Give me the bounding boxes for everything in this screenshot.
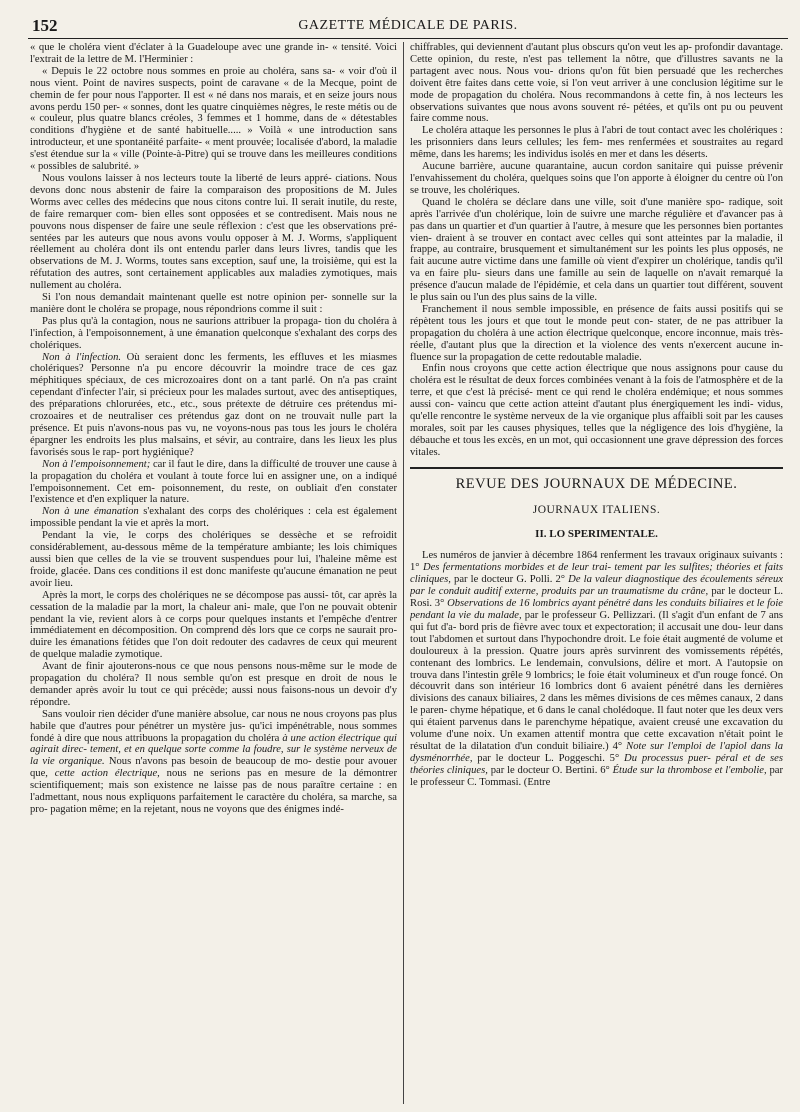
emphasis: De la valeur diagnostique des écoulements séreux par le conduit auditif externe, produits par un traumatisme du crâne,: [410, 574, 783, 598]
left-column: [30, 42, 397, 1104]
emphasis: Non à l'infection.: [42, 351, 122, 363]
emphasis: cette action électrique,: [54, 768, 160, 780]
emphasis: Non à une émanation: [42, 506, 139, 518]
paragraph: « que le choléra vient d'éclater à la Guadeloupe avec une grande in- « tensité. Voici l'extrait de la lettre de M. l'Herminier :: [30, 42, 397, 65]
emphasis: à une action électrique qui agirait direc- tement, et en quelque sorte comme la foudre, sur le système nerveux de la vie organique.: [30, 732, 397, 768]
paragraph-text: car il faut le dire, dans la difficulté de trouver une cause à la propagation du choléra et voulant à toute force lui en assigner une, on a indiqué l'empoisonnement. Cet em- poisonnement, du reste, on oubliait d'en constater l'existence et d'en expliquer la nature.: [30, 458, 397, 506]
paragraph-text: nous ne serions pas en mesure de la démontrer scientifiquement; mais son existence ne laisse pas de nous paraître certaine : en l'admettant, nous nous expliquons parfaitement le caractère du choléra, sa marche, sa pro- pagation même; en la rejetant, nous ne voyons que des énigmes indé-: [30, 768, 397, 815]
section-title: REVUE DES JOURNAUX DE MÉDECINE.: [455, 475, 738, 492]
paragraph: Le choléra attaque les personnes le plus à l'abri de tout contact avec les cholériques : les prisonniers dans leurs cellules; les fem- mes renfermées et soustraites au regard même, dans les harems; les individus isolés en mer et dans les déserts.: [410, 125, 783, 161]
paragraph: chiffrables, qui deviennent d'autant plus obscurs qu'on veut les ap- profondir davantage. Cette opinion, du reste, n'est pas tellement la nôtre, que d'illustres savants ne la partagent avec nous. Nous vou- drions qu'on fût bien persuadé que les recherches doivent être faites dans cette voie, si l'on veut arriver à une conclusion légitime sur le mode de propagation du choléra. Nous recommandons à cette fin, à nos lecteurs les observations suivantes que nous avons souvent ré- pétées, et qu'ils ont pu ou peuvent faire comme nous.: [410, 42, 783, 125]
emphasis: Non à l'empoisonnement;: [42, 458, 151, 470]
paragraph: [30, 506, 397, 530]
paragraph: [30, 352, 397, 459]
paragraph-text: Sans vouloir rien décider d'une manière absolue, car nous ne nous croyons pas plus habile que d'autres pour pénétrer un mystère jus- qu'ici impénétrable, nous sommes fondé à dire que nous attribuons la propagation du choléra: [30, 708, 397, 744]
paragraph: Nous voulons laisser à nos lecteurs toute la liberté de leurs appré- ciations. Nous devons donc nous abstenir de faire la comparaison des propositions de M. Jules Worms avec celles des médecins que nous citons contre lui. Il serait inutile, du reste, de faire remarquer com- bien elles sont opposées et se contredisent. Mais nous ne pouvons nous dispenser de faire une seule réflexion : c'est que les observations pré- sentées par les auteurs que nous avons voulu opposer à M. J. Worms, s'appliquent réellement au choléra dont ils ont entendu parler dans leurs livres, tandis que les observations de M. J. Worms, toutes sans exception, sauf une, la troisième, qui est la réfutation des autres, sont certainement applicables aux maladies zymotiques, mais nullement au choléra.: [30, 172, 397, 292]
paragraph: Pas plus qu'à la contagion, nous ne saurions attribuer la propaga- tion du choléra à l'infection, à l'empoisonnement, à une émanation quelconque s'exhalant des corps des cholériques.: [30, 315, 397, 351]
paragraph-text: par le docteur L. Rosi. 3°: [410, 586, 783, 610]
paragraph: Aucune barrière, aucune quarantaine, aucun cordon sanitaire qui puisse prévenir l'envahissement du choléra, quelques soins que l'on apporte à éloigner du centre où l'on se trouve, les cholériques.: [410, 161, 783, 196]
paragraph-text: par le docteur O. Bertini. 6°: [487, 764, 613, 776]
paragraph: [410, 550, 783, 788]
paragraph-text: par le professeur C. Tommasi. (Entre: [410, 764, 783, 788]
subsection-title: JOURNAUX ITALIENS.: [532, 503, 661, 516]
paragraph: Après la mort, le corps des cholériques ne se décompose pas aussi- tôt, car après la cessation de la maladie par la mort, la chaleur ani- male, que l'on ne pouvait obtenir pendant la vie, revient alors à ce corps pour quelques instants et l'empêche d'entrer immédiatement en décomposition. On comprend dès lors que ce corps ne saurait pro- duire les émanations fétides que l'on doit redouter des cadavres de ceux qui meurent de quelque maladie zymotique.: [30, 589, 397, 661]
paragraph-text: Les numéros de janvier à décembre 1864 renferment les travaux originaux suivants : 1°: [410, 550, 783, 574]
paragraph-text: par le docteur G. Polli. 2°: [450, 574, 569, 586]
paragraph-text: par le professeur G. Pellizzari. (Il s'agit d'un enfant de 7 ans qui fut d'a- bord pris de fièvre avec toux et expectoration; il accusait une dou- leur dans tout l'abdomen et surtout dans l'hypochondre droit. Le foie était augmenté de volume et douloureux à la pression. Quatre jours après survinrent des vomissements répétés, contenant des lombrics. Le lendemain, convulsions, délire et mort. A l'autopsie on trouva dans l'intestin grêle 9 lombrics; le foie était volumineux et d'un rouge foncé. On découvrit dans son intérieur 16 lombrics dont 6 avaient pénétré dans les dernières divisions des canaux biliaires, 2 dans les mêmes divisions de ces mêmes canaux, 2 dans le paren- chyme hépatique, et 6 dans le canal cholédoque. Il faut noter que les deux vers qui étaient parvenus dans le parenchyme hépatique, avaient creusé une excavation du volume d'une noix. Un examen attentif montra que cette excavation n'était point le résultat de la dilatation d'un conduit biliaire.) 4°: [410, 609, 783, 752]
quoted-letter: « Depuis le 22 octobre nous sommes en proie au choléra, sans sa- « voir d'où il nous vient. Point de navires suspects, point de caravane « de la Mecque, point de chemin de fer pour nous l'apporter. Il est « né dans nos marais, et en seize jours nous avons perdu 150 per- « sonnes, dont les quatre cinquièmes nègres, le reste métis ou de « couleur, plus quatre blancs créoles, 3 femmes et 1 homme, dans de « détestables conditions d'hygiène et de santé habituelle..... » Voilà « une introduction sans introducteur, et une spontanéité parfaite- « ment prouvée; localisée d'abord, la maladie s'est étendue sur la « ville (Pointe-à-Pitre) qui se trouve dans les meilleures conditions « possibles de salubrité. »: [30, 65, 397, 173]
paragraph: Franchement il nous semble impossible, en présence de faits aussi positifs qui se répètent tous les jours et que tout le monde peut con- stater, de ne pas attribuer la propagation du choléra à une action électrique quelconque, encore inconnue, mais très-réelle, d'autant plus que la direction et la violence des vents n'exercent aucune in- fluence sur la propagation de cette redoutable maladie.: [410, 303, 783, 363]
column-divider: [403, 42, 404, 1104]
emphasis: Étude sur la thrombose et l'embolie,: [612, 764, 767, 776]
paragraph: Pendant la vie, le corps des cholériques se dessèche et se refroidit considérablement, au-dessous même de la température ambiante; les lois chimiques aussi bien que celles de la vie se trouvent suspendues pour lui, l'haleine même est froide, glacée. Dans ces conditions il est donc manifeste qu'aucune émanation ne peut avoir lieu.: [30, 530, 397, 589]
emphasis: Note sur l'emploi de l'apiol dans la dysménorrhée,: [410, 740, 783, 764]
paragraph: [30, 709, 397, 816]
paragraph-text: s'exhalant des corps des cholériques : cela est également impossible pendant la vie et après la mort.: [30, 506, 397, 530]
paragraph: Avant de finir ajouterons-nous ce que nous pensons nous-même sur le mode de propagation du choléra? Il nous semble qu'on est presque en droit de nous le demander après avoir lu tout ce qui précède; aussi nous faisons-nous un devoir d'y répondre.: [30, 661, 397, 708]
emphasis: Du processus puer- péral et de ses théories cliniques,: [410, 752, 783, 776]
page-number: 152: [32, 16, 58, 35]
emphasis: Observations de 16 lombrics ayant pénétré dans les conduits biliaires et le foie pendant la vie du malade,: [410, 598, 783, 621]
section-divider: [410, 467, 783, 469]
page-header: [28, 16, 788, 39]
subsubsection-title: II. LO SPERIMENTALE.: [535, 527, 658, 540]
emphasis: Des fermentations morbides et de leur trai- tement par les sulfites; théories et faits cliniques,: [410, 562, 783, 586]
paragraph: Quand le choléra se déclare dans une ville, soit d'une manière spo- radique, soit après l'arrivée d'un cholérique, loin de suivre une marche régulière et d'avancer pas à pas dans un quartier et d'un quartier à l'autre, à mesure que les personnes bien portantes vien- draient à se trouver en contact avec celles qui sont atteintes par la maladie, il frappe, au contraire, brusquement et simultanément sur les points les plus opposés, ne fait aucune autre victime dans une famille où vient d'expirer un cholérique, tandis qu'il va en faire plu- sieurs dans une famille au sein de laquelle on n'avait remarqué la présence d'aucun malade de l'épidémie, et cela dans un quartier tout différent, souvent le plus sain ou l'un des plus sains de la ville.: [410, 196, 783, 304]
paragraph: Si l'on nous demandait maintenant quelle est notre opinion per- sonnelle sur la manière dont le choléra se propage, nous répondrions comme il suit :: [30, 292, 397, 315]
paragraph-text: Où seraient donc les ferments, les effluves et les miasmes cholériques? Personne n'a pu encore découvrir la moindre trace de ces gaz méphitiques spéciaux, de ces microzoaires dont on a tant parlé. On n'a pas craint cependant d'infecter l'air, si précieux pour les malades surtout, avec des antiseptiques, des préparations chlorurées, etc., etc., sous prétexte de détruire ces prétendus mi- crozoaires et de neutraliser ces prétendus gaz dont on ne trouvait nulle part la présence. Et puis n'avons-nous pas vu, ne voyons-nous pas tous les jours le choléra épargner les endroits les plus malsains, et sévir, au contraire, dans les lieux les plus favorisés sous le rap- port hygiénique?: [30, 351, 397, 458]
paragraph-text: par le docteur L. Poggeschi. 5°: [472, 752, 625, 764]
running-title: GAZETTE MÉDICALE DE PARIS.: [298, 18, 518, 33]
right-column: [410, 42, 783, 1104]
paragraph-text: Nous n'avons pas besoin de beaucoup de mo- destie pour avouer que,: [30, 756, 397, 780]
paragraph: [30, 459, 397, 507]
paragraph: Enfin nous croyons que cette action électrique que nous assignons pour cause du choléra est le résultat de deux forces combinées venant à la fois de l'atmosphère et de la terre, et que c'est là précisé- ment ce qui rend le choléra endémique; et nous sommes aussi con- vaincu que cette action atteint d'autant plus énergiquement les indi- vidus, qu'elle rencontre le système nerveux de la vie organique plus affaibli soit par les causes morales, soit par les causes physiques, telles que la négligence des lois d'hygiène, la débauche et tous les excès, en un mot, qui occasionnent une grave dépression des forces vitales.: [410, 363, 783, 458]
